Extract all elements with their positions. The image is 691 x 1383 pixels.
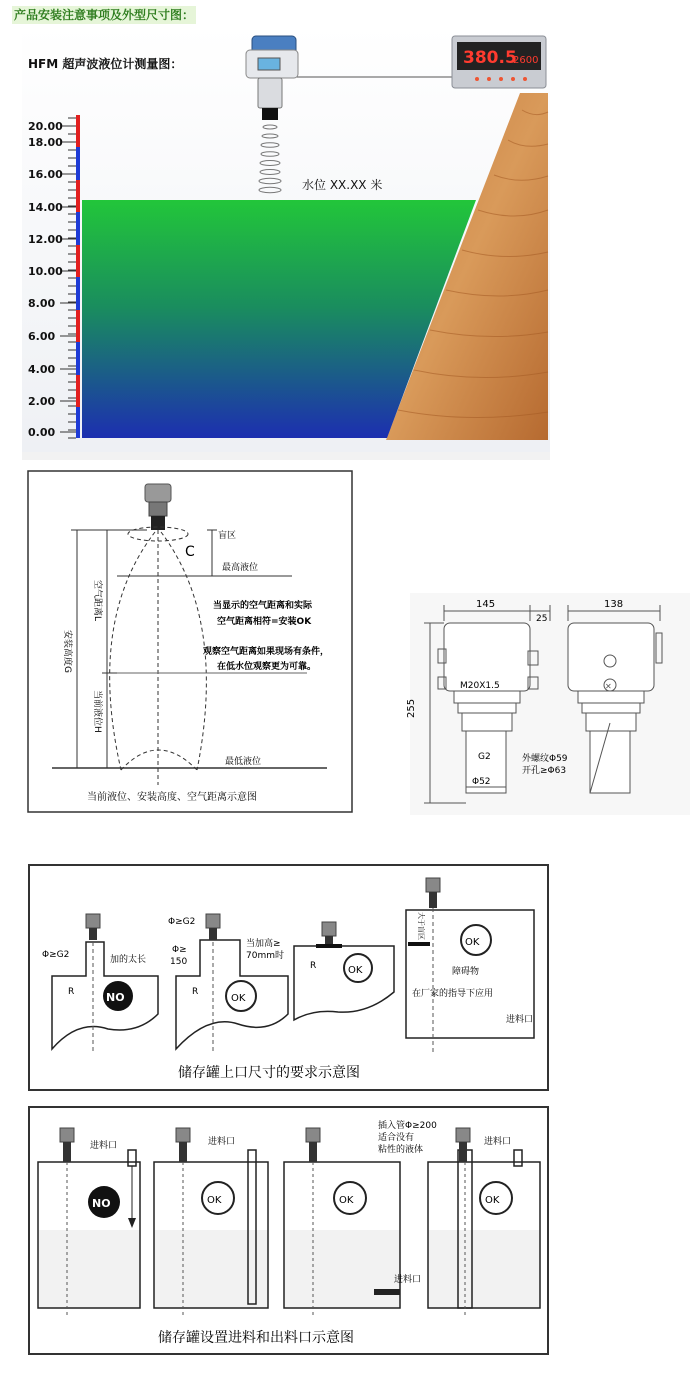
g2-label: G2: [478, 752, 491, 762]
section4-caption: 储存罐设置进料和出料口示意图: [158, 1330, 354, 1346]
meter-value-secondary: 2600: [513, 55, 539, 66]
tank-inlet-diagram: [28, 1106, 550, 1356]
scale-label: 2.00: [28, 395, 56, 408]
water-level-label: 水位 XX.XX 米: [302, 178, 383, 192]
blind-zone-label: 盲区: [218, 531, 237, 541]
pipe-note2: 适合没有: [378, 1133, 415, 1143]
tank2-150: 150: [170, 957, 188, 967]
phi52-label: Φ52: [472, 777, 491, 787]
scale-label: 12.00: [28, 233, 63, 246]
tank1-no: NO: [106, 991, 125, 1004]
level-distance-diagram: [27, 470, 355, 815]
pipe-note3: 粘性的液体: [378, 1145, 424, 1155]
tank2-phi: Φ≥: [172, 945, 187, 955]
tank4-inlet: 进料口: [506, 1015, 534, 1025]
tank-opening-diagram: [28, 864, 550, 1092]
note-line4: 在低水位观察更为可靠。: [217, 662, 317, 672]
note-line3: 观察空气距离如果现场有条件，: [203, 647, 330, 657]
pipe-note1: 插入管Φ≥200: [378, 1121, 437, 1131]
tank4-guide: 在厂家的指导下应用: [412, 989, 494, 999]
meter-value-primary: 380.5: [463, 48, 517, 68]
thread-label: M20X1.5: [460, 681, 500, 691]
scale-label: 4.00: [28, 363, 56, 376]
tank-c-inlet: 进料口: [394, 1275, 422, 1285]
dim-width-front: 145: [476, 599, 496, 610]
scale-label: 0.00: [28, 426, 56, 439]
tank1-phi: Φ≥G2: [42, 950, 70, 960]
air-distance-label: 空气距离L: [92, 580, 102, 622]
tank-d-inlet: 进料口: [484, 1137, 512, 1147]
dim-height: 255: [406, 698, 417, 718]
tank2-r: R: [192, 987, 199, 997]
scale-label: 8.00: [28, 297, 56, 310]
tank-d-ok: OK: [485, 1195, 500, 1206]
dim-width-side: 138: [604, 599, 624, 610]
svg-text:✕: ✕: [605, 682, 612, 691]
tank2-phi-g2: Φ≥G2: [168, 917, 196, 927]
note-line1: 当显示的空气距离和实际: [213, 601, 313, 611]
section2-caption: 当前液位、安装高度、空气距离示意图: [87, 792, 257, 803]
scale-label: 14.00: [28, 201, 63, 214]
tank-b-ok: OK: [207, 1195, 222, 1206]
tank-a-no: NO: [92, 1197, 111, 1210]
tank3-r: R: [310, 961, 317, 971]
dimension-drawing: [406, 593, 690, 815]
install-height-label: 安装高度G: [62, 630, 72, 673]
hole-label: 开孔≥Φ63: [522, 766, 567, 776]
scale-label: 6.00: [28, 330, 56, 343]
max-level-label: 最高液位: [222, 563, 259, 573]
tank4-obstacle: 障碍物: [452, 967, 480, 977]
section3-caption: 储存罐上口尺寸的要求示意图: [178, 1065, 360, 1081]
c-label: C: [185, 544, 195, 560]
dim-25: 25: [536, 614, 548, 624]
tank-b-inlet: 进料口: [208, 1137, 236, 1147]
tank2-add-height: 当加高≥: [246, 939, 281, 949]
tank1-r: R: [68, 987, 75, 997]
level-measurement-illustration: [0, 26, 560, 464]
min-level-label: 最低液位: [225, 757, 262, 767]
tank4-ok: OK: [465, 937, 480, 948]
scale-label: 10.00: [28, 265, 63, 278]
tank2-ok: OK: [231, 993, 246, 1004]
tank1-long-note: 加的太长: [110, 955, 147, 965]
scale-label: 20.00: [28, 120, 63, 133]
page-header-title: 产品安装注意事项及外型尺寸图：: [14, 8, 195, 22]
scale-label: 16.00: [28, 168, 63, 181]
tank2-70mm: 70mm时: [246, 951, 284, 961]
tank-a-inlet: 进料口: [90, 1141, 118, 1151]
tank3-ok: OK: [348, 965, 363, 976]
ext-thread-label: 外螺纹Φ59: [522, 754, 568, 764]
tank-c-ok: OK: [339, 1195, 354, 1206]
section1-title: HFM 超声波液位计测量图：: [28, 57, 183, 71]
scale-label: 18.00: [28, 136, 63, 149]
current-level-label: 当前液位H: [92, 690, 102, 733]
tank4-blind: 大于盲区: [417, 912, 425, 940]
note-line2: 空气距离相符=安装OK: [217, 617, 312, 627]
